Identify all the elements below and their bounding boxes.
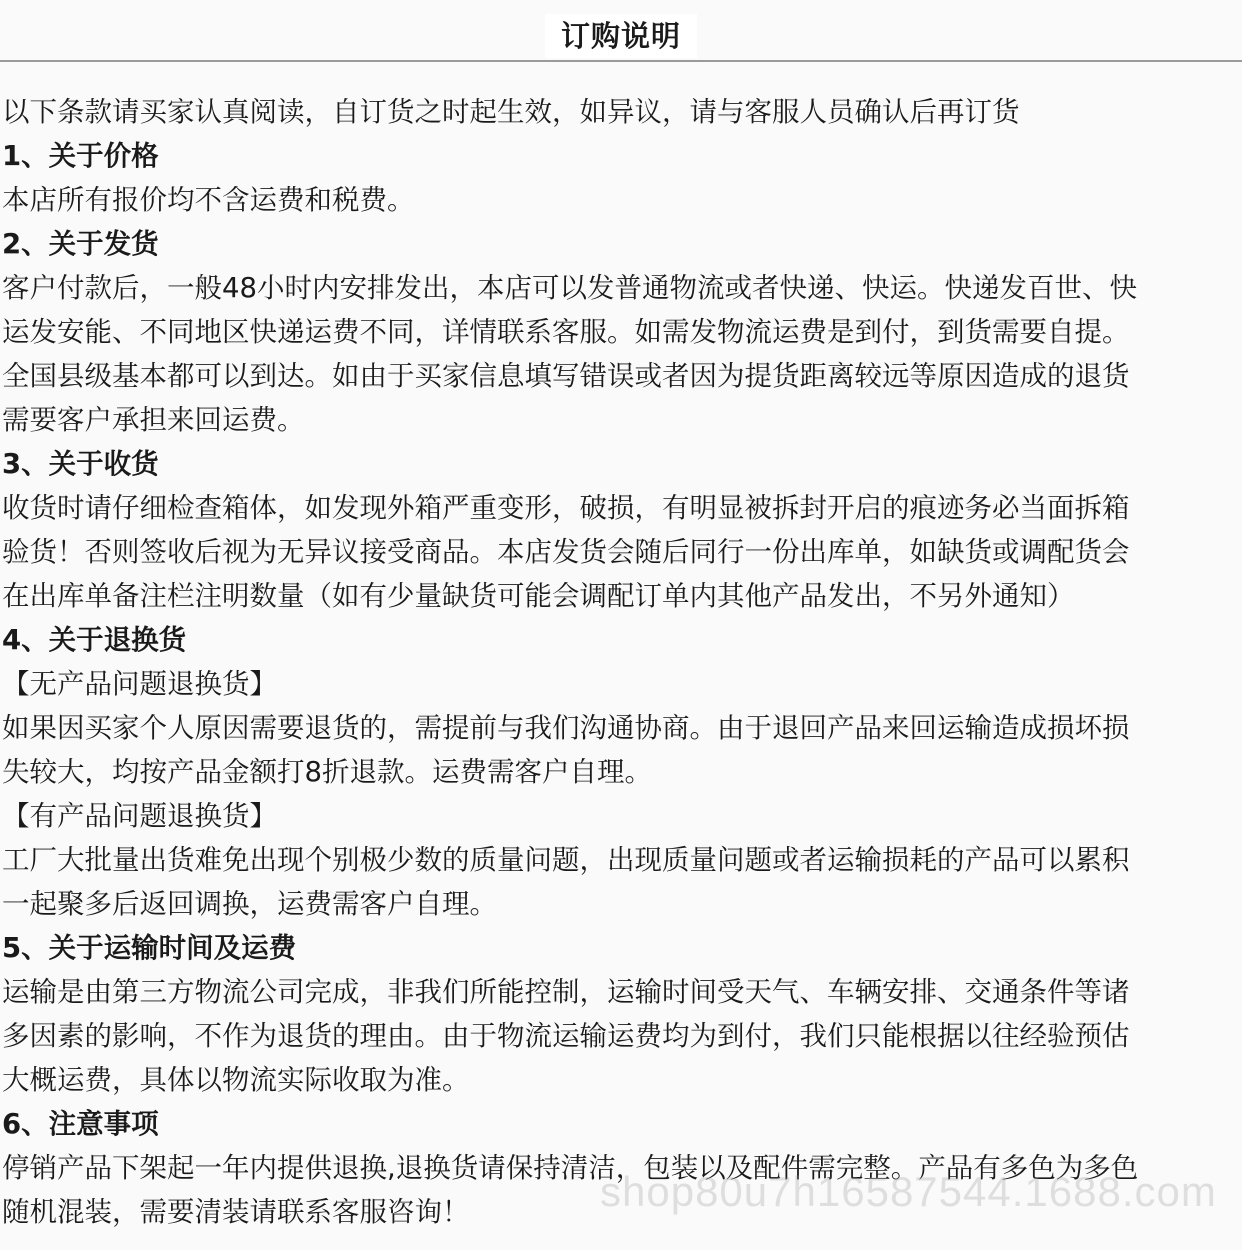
body-text-line: 一起聚多后返回调换，运费需客户自理。 [2,888,497,920]
body-text-line: 本店所有报价均不含运费和税费。 [2,184,415,216]
body-text-line: 全国县级基本都可以到达。如由于买家信息填写错误或者因为提货距离较远等原因造成的退货 [2,360,1130,392]
body-text-line: 随机混装，需要清装请联系客服咨询！ [2,1196,470,1228]
section-heading: 5、关于运输时间及运费 [2,932,297,964]
watermark: shop80u7h16587544.1688.com [600,1168,1217,1215]
body-text-line: 多因素的影响，不作为退货的理由。由于物流运输运费均为到付，我们只能根据以往经验预估 [2,1020,1130,1052]
body-text-line: 【无产品问题退换货】 [2,668,277,700]
section-heading: 4、关于退换货 [2,624,187,656]
body-text-line: 大概运费，具体以物流实际收取为准。 [2,1064,470,1096]
terms-body [2,90,1238,1234]
body-text-line: 运发安能、不同地区快递运费不同，详情联系客服。如需发物流运费是到付，到货需要自提。 [2,316,1130,348]
section-heading: 3、关于收货 [2,448,159,480]
body-text-line: 失较大，均按产品金额打8折退款。运费需客户自理。 [2,756,652,788]
body-text-line: 如果因买家个人原因需要退货的，需提前与我们沟通协商。由于退回产品来回运输造成损坏损 [2,712,1130,744]
body-text-line: 在出库单备注栏注明数量（如有少量缺货可能会调配订单内其他产品发出，不另外通知） [2,580,1075,612]
body-text-line: 以下条款请买家认真阅读，自订货之时起生效，如异议，请与客服人员确认后再订货 [2,96,1020,128]
body-text-line: 停销产品下架起一年内提供退换,退换货请保持清洁，包装以及配件需完整。产品有多色为多色 [2,1152,1139,1184]
section-heading: 6、注意事项 [2,1108,159,1140]
page-title: 订购说明 [545,14,697,58]
section-heading: 1、关于价格 [2,140,159,172]
body-text-line: 验货！否则签收后视为无异议接受商品。本店发货会随后同行一份出库单，如缺货或调配货会 [2,536,1130,568]
body-text-line: 客户付款后，一般48小时内安排发出，本店可以发普通物流或者快递、快运。快递发百世、快 [2,272,1137,304]
body-text-line: 工厂大批量出货难免出现个别极少数的质量问题，出现质量问题或者运输损耗的产品可以累积 [2,844,1130,876]
section-heading: 2、关于发货 [2,228,159,260]
body-text-line: 需要客户承担来回运费。 [2,404,305,436]
title-container [0,14,1242,58]
body-text-line: 运输是由第三方物流公司完成，非我们所能控制，运输时间受天气、车辆安排、交通条件等诸 [2,976,1130,1008]
body-text-line: 收货时请仔细检查箱体，如发现外箱严重变形，破损，有明显被拆封开启的痕迹务必当面拆箱 [2,492,1130,524]
title-divider [0,60,1242,62]
body-text-line: 【有产品问题退换货】 [2,800,277,832]
